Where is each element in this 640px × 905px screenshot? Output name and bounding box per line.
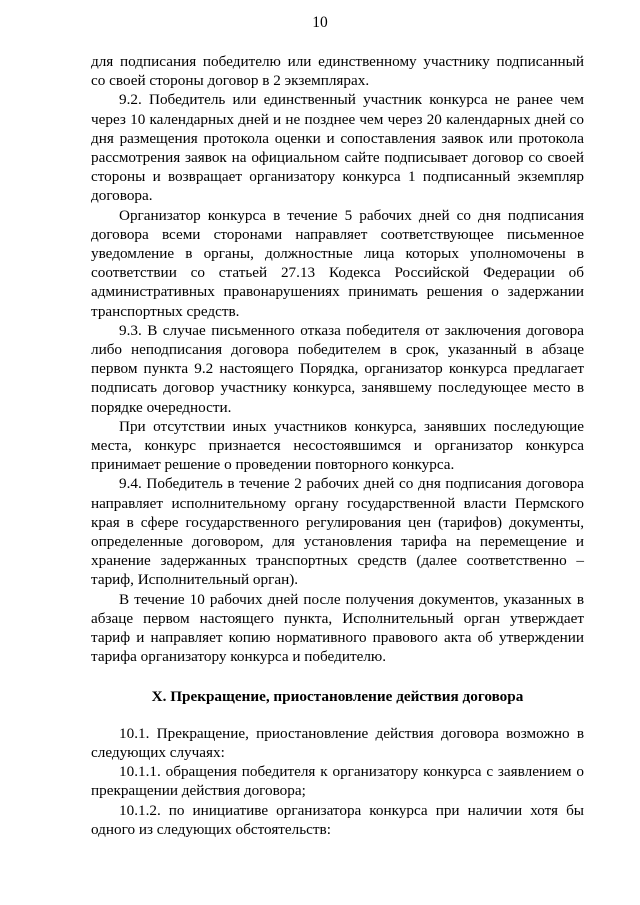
paragraph-10-1: 10.1. Прекращение, приостановление действия договора возможно в следующих случаях:	[91, 724, 584, 761]
paragraph-9-2: 9.2. Победитель или единственный участник конкурса не ранее чем через 10 календарных дней и не позднее чем через 20 календарных дней со дня размещения протокола оценки и сопоставления заявок или протокола рассмотрения заявок на официальном сайте подписывает договор со своей стороны и возвращает организатору конкурса 1 подписанный экземпляр договора.	[91, 91, 584, 205]
paragraph-continuation: для подписания победителю или единственному участнику подписанный со своей стороны договор в 2 экземплярах.	[91, 53, 584, 90]
paragraph-9-4: 9.4. Победитель в течение 2 рабочих дней со дня подписания договора направляет исполнительному органу государственной власти Пермского края в сфере государственного регулирования цен (тарифов) документы, определенные договором, для установления тарифа на перемещение и хранение задержанных транспортных средств (далее соответственно – тариф, Исполнительный орган).	[91, 475, 584, 589]
paragraph-10-1-1: 10.1.1. обращения победителя к организатору конкурса с заявлением о прекращении действия договора;	[91, 763, 584, 800]
paragraph-notification: Организатор конкурса в течение 5 рабочих дней со дня подписания договора всеми сторонами направляет соответствующее письменное уведомление в органы, должностные лица которых уполномочены в соответствии со статьей 27.13 Кодекса Российской Федерации об административных правонарушениях принимать решения о задержании транспортных средств.	[91, 206, 584, 320]
section-heading: X. Прекращение, приостановление действия договора	[151, 687, 524, 705]
paragraph-tariff-approval: В течение 10 рабочих дней после получения документов, указанных в абзаце первом настоящего пункта, Исполнительный орган утверждает тариф и направляет копию нормативного правового акта об утверждении тарифа организатору конкурса и победителю.	[91, 590, 584, 666]
spacer	[91, 667, 584, 687]
paragraph-no-participants: При отсутствии иных участников конкурса, занявших последующие места, конкурс признается несостоявшимся и организатор конкурса принимает решение о проведении повторного конкурса.	[91, 417, 584, 474]
document-body	[91, 52, 584, 839]
paragraph-9-3: 9.3. В случае письменного отказа победителя от заключения договора либо неподписания договора победителем в срок, указанный в абзаце первом пункта 9.2 настоящего Порядка, организатор конкурса предлагает подписать договор участнику конкурса, занявшему последующее место в порядке очередности.	[91, 321, 584, 416]
paragraph-10-1-2: 10.1.2. по инициативе организатора конкурса при наличии хотя бы одного из следующих обстоятельств:	[91, 801, 584, 838]
page-number: 10	[312, 14, 328, 31]
spacer	[91, 706, 584, 724]
